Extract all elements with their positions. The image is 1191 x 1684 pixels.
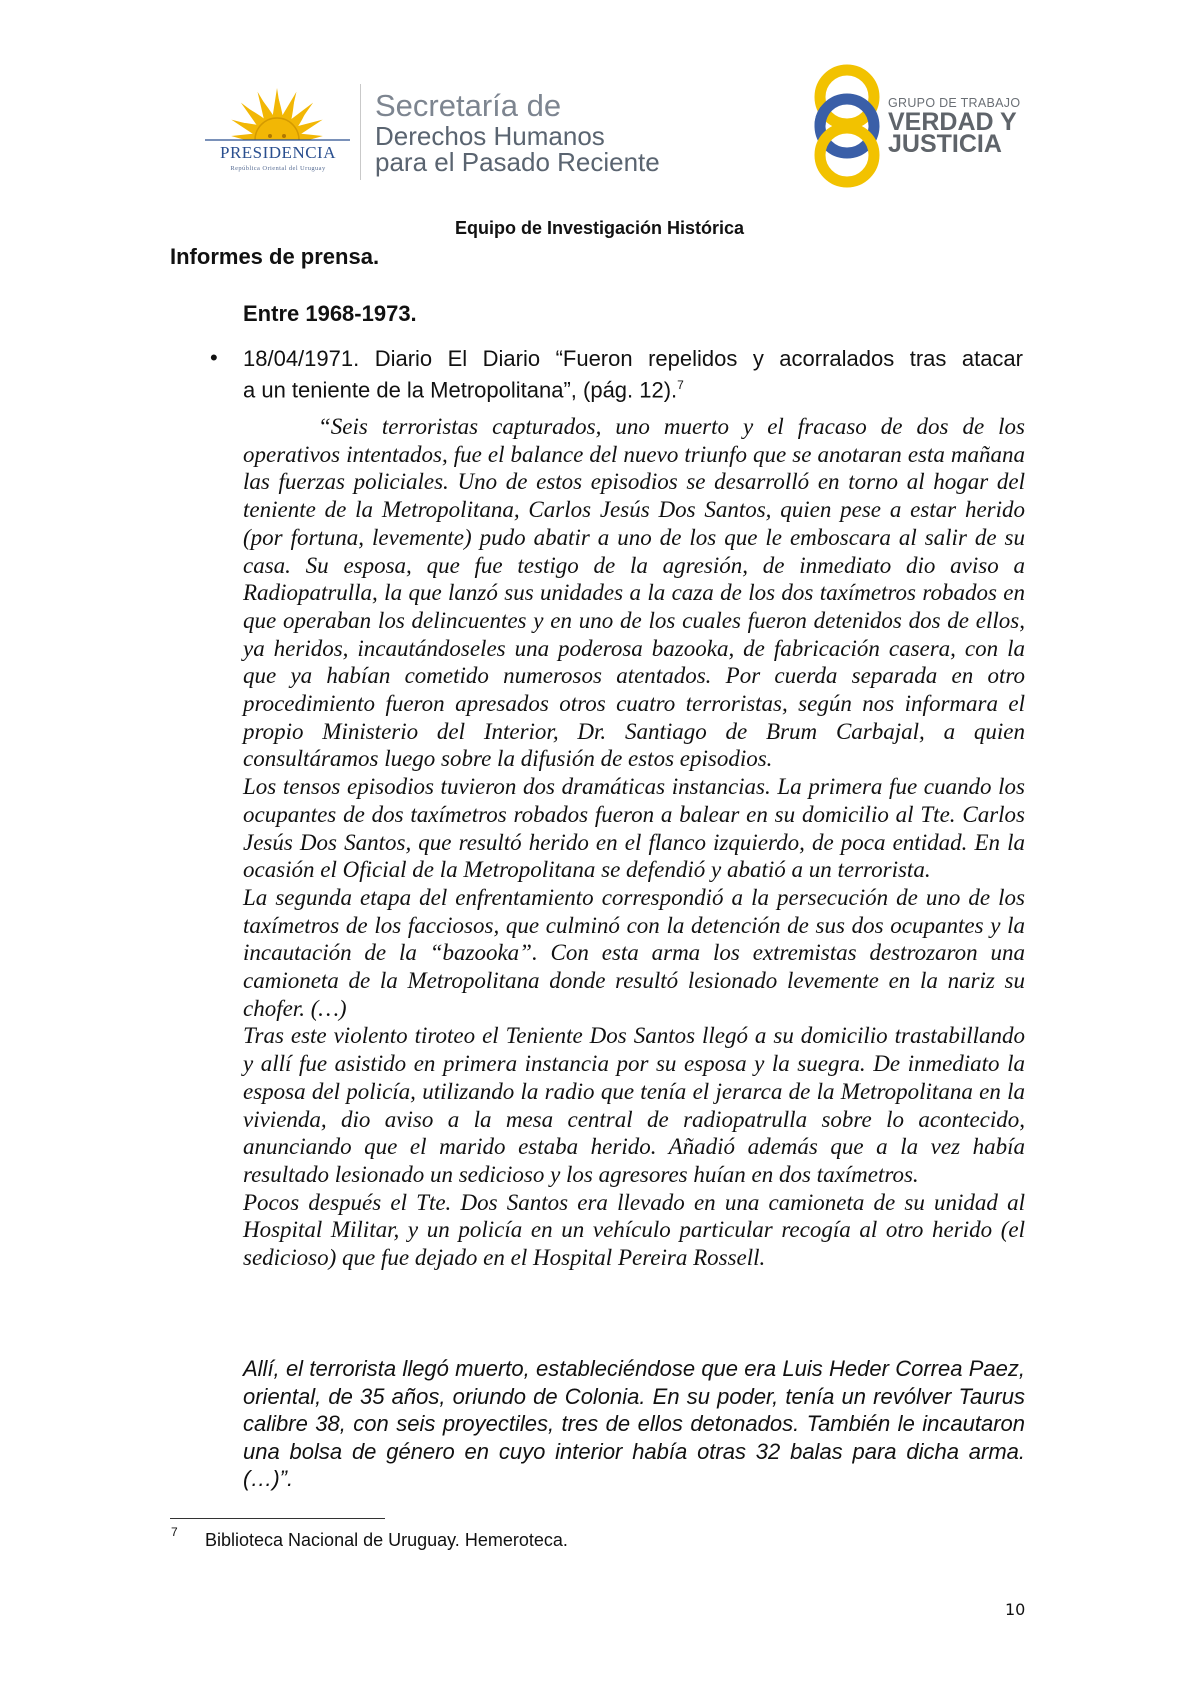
quote-paragraph: La segunda etapa del enfrentamiento correspondió a la persecución de uno de los taxímetros de los facciosos, que culminó con la detención de sus dos ocupantes y la incautación de la “bazooka”. Con esta arma los extremistas destrozaron una camioneta de la Metropolitana donde resultó lesionado levemente en la nariz su chofer. (…) <box>243 884 1025 1021</box>
presidencia-title: PRESIDENCIA <box>219 143 336 162</box>
quote-paragraph: Los tensos episodios tuvieron dos dramáticas instancias. La primera fue cuando los ocupantes de dos taxímetros robados fueron a balear en su domicilio al Tte. Carlos Jesús Dos Santos, que resultó herido en el flanco izquierdo, de poca entidad. En la ocasión el Oficial de la Metropolitana se defendió y abatió a un terrorista. <box>243 774 1025 883</box>
entry-title-text: a un teniente de la Metropolitana”, (pág. 12). <box>243 377 678 403</box>
entry-title-line-1: 18/04/1971. Diario El Diario “Fueron repelidos y acorralados tras atacar <box>243 346 1023 371</box>
grupo-verdad-label: VERDAD Y <box>888 108 1017 136</box>
header-divider <box>360 84 361 180</box>
footnote-reference[interactable]: 7 <box>677 378 684 392</box>
quote-final-paragraph: Allí, el terrorista llegó muerto, estableciéndose que era Luis Heder Correa Paez, oriental, de 35 años, oriundo de Colonia. En su poder, tenía un revólver Taurus calibre 38, con seis proyectiles, tres de ellos detonados. También le incautaron una bolsa de género en cuyo interior había otras 32 balas para dicha arma. (…)”. <box>243 1356 1025 1491</box>
secretaria-line-2: Derechos Humanos <box>375 121 605 151</box>
press-quote <box>243 413 1025 1272</box>
secretaria-line-1: Secretaría de <box>375 88 562 123</box>
footnote-number: 7 <box>171 1525 178 1539</box>
footnote-text: Biblioteca Nacional de Uruguay. Hemeroteca. <box>205 1530 568 1550</box>
grupo-trabajo-label: GRUPO DE TRABAJO <box>888 96 1021 110</box>
page-number: 10 <box>1005 1600 1026 1619</box>
quote-paragraph: “Seis terroristas capturados, uno muerto y el fracaso de dos de los operativos intentados, fue el balance del nuevo triunfo que se anotaran esta mañana las fuerzas policiales. Uno de estos episodios se desarrolló en torno al hogar del teniente de la Metropolitana, Carlos Jesús Dos Santos, quien pese a estar herido (por fortuna, levemente) pudo abatir a uno de los que le emboscara al salir de su casa. Su esposa, que fue testigo de la agresión, de inmediato dio aviso a Radiopatrulla, la que lanzó sus unidades a la caza de los dos taxímetros robados en que operaban los delincuentes y en uno de los cuales fueron detenidos dos de ellos, ya heridos, incautándoseles una poderosa bazooka, de fabricación casera, con la que ya habían cometido numerosos atentados. Por cuerda separada en otro procedimiento fueron apresados otros cuatro terroristas, según nos informara el propio Ministerio del Interior, Dr. Santiago de Brum Carbajal, a quien consultáramos luego sobre la difusión de estos episodios. <box>243 414 1025 772</box>
quote-paragraph: Tras este violento tiroteo el Teniente Dos Santos llegó a su domicilio trastabillando y allí fue asistido en primera instancia por su esposa y la suegra. De inmediato la esposa del policía, utilizando la radio que tenía el jerarca de la Metropolitana en la vivienda, dio aviso a la mesa central de radiopatrulla sobre lo acontecido, anunciando que el marido estaba herido. Añadió además que a la vez había resultado lesionado un sedicioso y los agresores huían en dos taxímetros. <box>243 1023 1025 1187</box>
grupo-justicia-label: JUSTICIA <box>888 130 1002 158</box>
footnote-separator <box>170 1518 385 1519</box>
team-title: Equipo de Investigación Histórica <box>454 218 745 238</box>
presidencia-subtitle: República Oriental del Uruguay <box>230 165 326 172</box>
section-heading: Informes de prensa. <box>170 244 380 269</box>
entry-bullet: • <box>210 345 218 370</box>
entry-title-line-2 <box>243 372 684 403</box>
period-heading: Entre 1968-1973. <box>243 301 417 326</box>
quote-paragraph: Pocos después el Tte. Dos Santos era llevado en una camioneta de su unidad al Hospital Militar, y un policía en un vehículo particular recogía al otro herido (el sedicioso) que fue dejado en el Hospital Pereira Rossell. <box>243 1189 1025 1271</box>
secretaria-line-3: para el Pasado Reciente <box>375 147 660 177</box>
